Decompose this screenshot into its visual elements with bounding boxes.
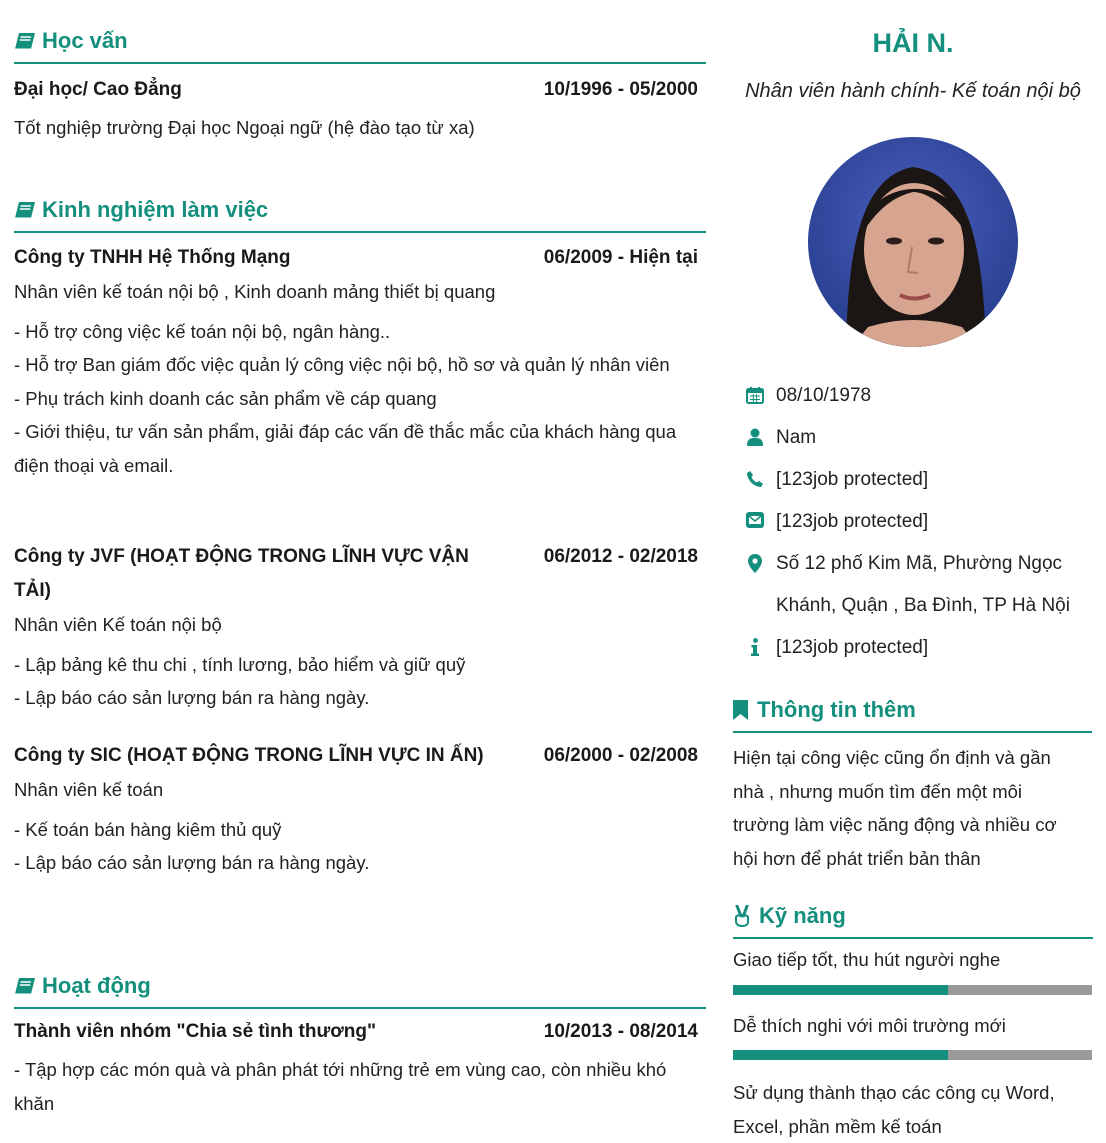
website-row (733, 627, 1093, 669)
bookmark-icon (733, 700, 748, 720)
education-heading (14, 28, 706, 64)
phone-value: [123job protected] (776, 469, 929, 490)
skills-heading (733, 903, 1093, 939)
job-duty: - Kế toán bán hàng kiêm thủ quỹ (14, 818, 282, 840)
job-description (14, 773, 706, 880)
skill-level-bar (733, 985, 1092, 995)
book-icon (14, 32, 36, 51)
book-icon (14, 201, 36, 220)
skill-level-fill (733, 1050, 948, 1060)
envelope-icon (746, 512, 764, 528)
job-duty: - Lập bảng kê thu chi , tính lương, bảo hiểm và giữ quỹ (14, 653, 466, 675)
education-entry-date: 10/1996 - 05/2000 (543, 79, 698, 100)
job-description (14, 608, 706, 715)
job-duty: - Hỗ trợ công việc kế toán nội bộ, ngân hàng.. (14, 320, 391, 342)
education-entry-description (14, 111, 706, 145)
job-duty: - Giới thiệu, tư vấn sản phẩm, giải đáp các vấn đề thắc mắc của khách hàng qua điện thoại và email. (14, 421, 677, 476)
extra-info-section (733, 697, 1092, 875)
job-header (14, 540, 706, 608)
address-row (733, 543, 1093, 627)
education-section (14, 28, 706, 145)
hand-peace-icon (733, 905, 751, 927)
job-description (14, 275, 706, 482)
job-duty: - Lập báo cáo sản lượng bán ra hàng ngày. (14, 687, 370, 708)
email-row (733, 501, 1093, 543)
activities-section (14, 973, 706, 1120)
job-position: Nhân viên kế toán (14, 779, 164, 800)
education-entry-line: Tốt nghiệp trường Đại học Ngoại ngữ (hệ đào tạo từ xa) (14, 117, 475, 138)
job-header (14, 241, 706, 275)
skill-name: Dễ thích nghi với môi trường mới (733, 1015, 1006, 1036)
user-icon (747, 428, 763, 446)
activity-title: Thành viên nhóm "Chia sẻ tình thương" (14, 1021, 376, 1042)
skill-level-fill (733, 985, 948, 995)
experience-heading (14, 197, 706, 233)
job-date: 06/2000 - 02/2008 (543, 745, 698, 766)
birthday-value: 08/10/1978 (776, 385, 872, 406)
education-heading-text: Học vấn (42, 28, 128, 53)
phone-icon (746, 470, 764, 488)
candidate-job-title: Nhân viên hành chính- Kế toán nội bộ (745, 80, 1081, 102)
job-entry (14, 241, 706, 482)
job-header (14, 739, 706, 773)
job-position: Nhân viên kế toán nội bộ , Kinh doanh mảng thiết bị quang (14, 281, 496, 302)
job-position: Nhân viên Kế toán nội bộ (14, 614, 222, 635)
calendar-icon (746, 386, 764, 404)
address-value: Số 12 phố Kim Mã, Phường Ngọc Khánh, Quận , Ba Đình, TP Hà Nội (776, 553, 1070, 616)
extra-info-heading (733, 697, 1092, 733)
activity-header (14, 1015, 706, 1049)
gender-row (733, 417, 1093, 459)
job-date: 06/2012 - 02/2018 (543, 546, 698, 567)
skills-heading-text: Kỹ năng (759, 903, 846, 928)
candidate-name: HẢI N. (872, 28, 954, 58)
experience-section (14, 197, 706, 873)
gender-value: Nam (776, 427, 817, 448)
skills-section (733, 903, 1093, 939)
activity-date: 10/2013 - 08/2014 (543, 1021, 698, 1042)
avatar-photo (808, 137, 1018, 347)
extra-info-heading-text: Thông tin thêm (757, 697, 916, 722)
book-icon (14, 977, 36, 996)
education-entry-header (14, 73, 706, 107)
skill-name: Sử dụng thành thạo các công cụ Word, Excel, phần mềm kế toán (733, 1082, 1055, 1137)
job-company: Công ty TNHH Hệ Thống Mạng (14, 247, 291, 268)
phone-row (733, 459, 1093, 501)
skill-name: Giao tiếp tốt, thu hút người nghe (733, 949, 1001, 970)
skill-level-bar (733, 1050, 1092, 1060)
activity-line: - Tập hợp các món quà và phân phát tới những trẻ em vùng cao, còn nhiều khó khăn (14, 1059, 667, 1114)
experience-heading-text: Kinh nghiệm làm việc (42, 197, 269, 222)
website-value: [123job protected] (776, 637, 929, 658)
activities-heading (14, 973, 706, 1009)
email-value: [123job protected] (776, 511, 929, 532)
extra-info-text: Hiện tại công việc cũng ổn định và gần nhà , nhưng muốn tìm đến một môi trường làm việc năng động và nhiều cơ hội hơn để phát triển bản thân (733, 747, 1057, 869)
activities-heading-text: Hoạt động (42, 973, 151, 998)
education-entry-title: Đại học/ Cao Đẳng (14, 79, 182, 100)
birthday-row (733, 375, 1093, 417)
job-entry (14, 739, 706, 880)
job-duty: - Phụ trách kinh doanh các sản phẩm về cáp quang (14, 387, 437, 409)
job-company: Công ty SIC (HOẠT ĐỘNG TRONG LĨNH VỰC IN ẤN) (14, 745, 484, 766)
job-company: Công ty JVF (HOẠT ĐỘNG TRONG LĨNH VỰC VẬN TẢI) (14, 546, 469, 601)
avatar (808, 137, 1018, 347)
job-entry (14, 540, 706, 715)
job-duty: - Lập báo cáo sản lượng bán ra hàng ngày. (14, 852, 370, 873)
info-icon (750, 638, 760, 656)
map-marker-icon (748, 554, 762, 573)
job-date: 06/2009 - Hiện tại (543, 247, 698, 268)
activity-description (14, 1053, 706, 1120)
job-duty: - Hỗ trợ Ban giám đốc việc quản lý công việc nội bộ, hồ sơ và quản lý nhân viên (14, 354, 670, 375)
